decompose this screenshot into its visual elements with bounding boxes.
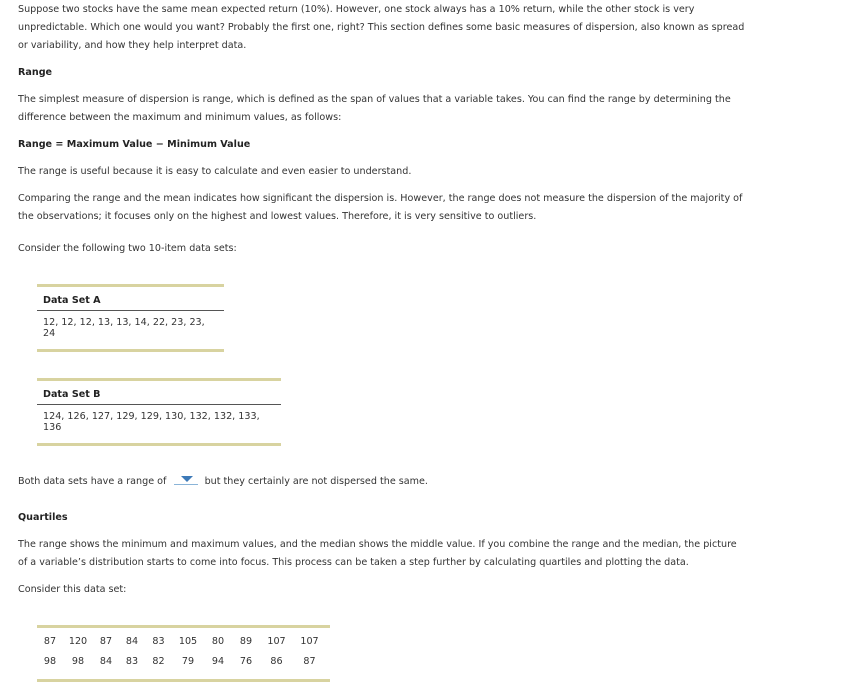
intro-line-1: Suppose two stocks have the same mean expected return (10%). However, one stock always has a 10% return, while the other stock is very <box>18 4 695 15</box>
table-cell: 98 <box>71 655 85 667</box>
question-after: but they certainly are not dispersed the same. <box>204 476 428 487</box>
data-set-a-label: Data Set A <box>37 287 224 311</box>
range-answer-dropdown[interactable] <box>174 474 198 485</box>
range-heading: Range <box>18 67 53 78</box>
table-cell: 105 <box>178 635 198 647</box>
table-cell: 87 <box>99 635 113 647</box>
data-set-b-values: 124, 126, 127, 129, 129, 130, 132, 132, 133, 136 <box>43 411 260 433</box>
range-question <box>18 473 428 491</box>
table-cell: 94 <box>211 655 225 667</box>
table-cell: 87 <box>43 635 57 647</box>
table-cell: 84 <box>125 635 139 647</box>
consider-two-sets: Consider the following two 10-item data sets: <box>18 243 237 254</box>
table-bar-bottom <box>37 679 330 682</box>
range-definition-line-2: difference between the maximum and minimum values, as follows: <box>18 112 342 123</box>
table-cell: 120 <box>68 635 88 647</box>
range-definition-line-1: The simplest measure of dispersion is range, which is defined as the span of values that a variable takes. You can find the range by determining the <box>18 94 731 105</box>
range-formula: Range = Maximum Value − Minimum Value <box>18 139 251 150</box>
range-useful: The range is useful because it is easy to calculate and even easier to understand. <box>18 166 412 177</box>
intro-line-2: unpredictable. Which one would you want? Probably the first one, right? This section defines some basic measures of dispersion, also known as spread <box>18 22 745 33</box>
range-compare-line-1: Comparing the range and the mean indicates how significant the dispersion is. However, the range does not measure the dispersion of the majority of <box>18 193 743 204</box>
data-set-a-table <box>37 284 224 352</box>
data-set-b-label: Data Set B <box>37 381 281 405</box>
table-bar-bottom <box>37 349 224 352</box>
quartiles-line-1: The range shows the minimum and maximum values, and the median shows the middle value. If you combine the range and the median, the picture <box>18 539 737 550</box>
table-cell: 86 <box>270 655 283 667</box>
table-cell: 83 <box>125 655 139 667</box>
table-cell: 89 <box>239 635 253 647</box>
consider-data-set: Consider this data set: <box>18 584 127 595</box>
table-row <box>37 651 326 671</box>
table-cell: 76 <box>239 655 253 667</box>
chevron-down-icon <box>181 476 193 482</box>
table-cell: 79 <box>181 655 195 667</box>
table-cell: 107 <box>267 635 286 647</box>
quartiles-heading: Quartiles <box>18 512 68 523</box>
table-cell: 83 <box>152 635 165 647</box>
question-before: Both data sets have a range of <box>18 476 167 487</box>
table-cell: 82 <box>152 655 165 667</box>
table-cell: 84 <box>99 655 113 667</box>
data-set-a-values: 12, 12, 12, 13, 13, 14, 22, 23, 23, 24 <box>43 317 205 339</box>
table-row <box>37 631 326 651</box>
data-set-b-table <box>37 378 281 446</box>
table-cell: 98 <box>43 655 57 667</box>
table-bar-bottom <box>37 443 281 446</box>
data-set-c-table <box>37 625 330 682</box>
range-compare-line-2: the observations; it focuses only on the highest and lowest values. Therefore, it is very sensitive to outliers. <box>18 211 537 222</box>
intro-line-3: or variability, and how they help interpret data. <box>18 40 247 51</box>
table-bar-top <box>37 625 330 628</box>
table-cell: 80 <box>211 635 225 647</box>
table-cell: 87 <box>303 655 316 667</box>
data-set-c-grid <box>37 631 326 671</box>
table-cell: 107 <box>300 635 319 647</box>
quartiles-line-2: of a variable’s distribution starts to come into focus. This process can be taken a step further by calculating quartiles and plotting the data. <box>18 557 689 568</box>
